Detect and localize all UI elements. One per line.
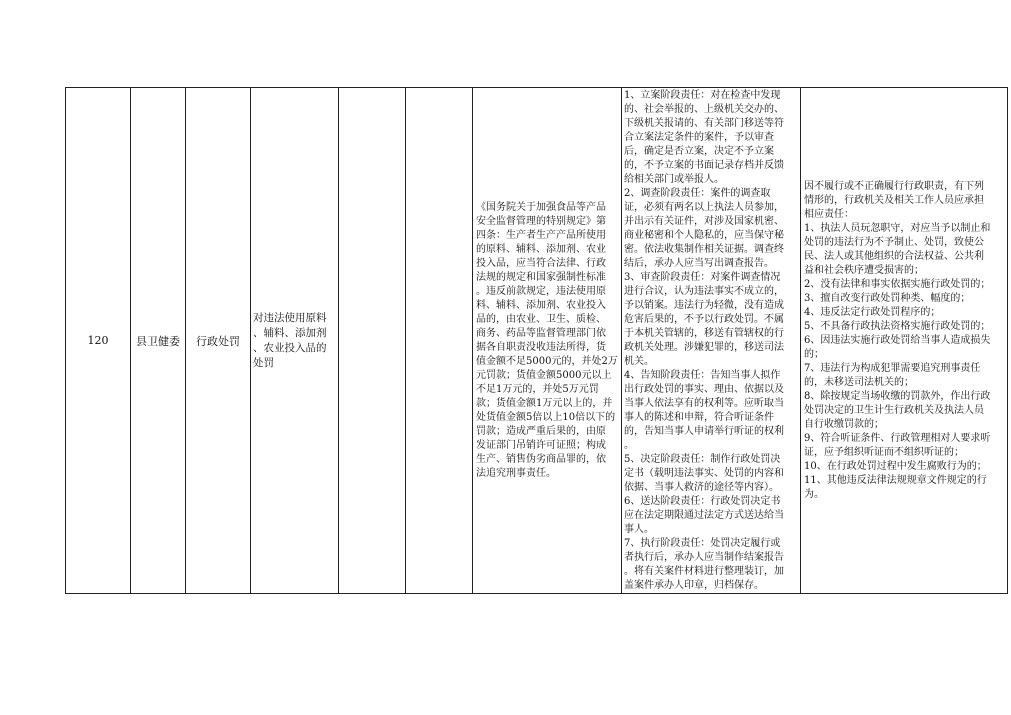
item-name-text: 对违法使用原料 、辅料、添加剂 、农业投入品的 处罚: [253, 311, 327, 369]
table-row: [66, 88, 1008, 594]
liability-item-6: 6、因违法实施行政处罚给当事人造成损失 的；: [804, 334, 991, 360]
liability-item-9: 9、符合听证条件、行政管理相对人要求听 证，应予组织听证而不组织听证的；: [804, 432, 991, 458]
liability-item-10: 10、在行政处罚过程中发生腐败行为的；: [804, 460, 987, 472]
power-type-cell: 行政处罚: [186, 88, 251, 594]
power-list-table: [65, 87, 1008, 594]
liability-item-1: 1、执法人员玩忽职守，对应当予以制止和 处罚的违法行为不予制止、处罚，致使公 民、法人或其他组织的合法权益、公共利 益和社会秩序遭受损害的；: [804, 222, 991, 276]
step-1: 1、立案阶段责任：对在检查中发现 的、社会举报的、上级机关交办的、 下级机关报请的、有关部门移送等符 合立案法定条件的案件，予以审查 后，确定是否立案，决定不予立案 的，不予立案的书面记录存档并反馈 给相关部门或举报人。: [624, 90, 784, 185]
liability-item-7: 7、违法行为构成犯罪需要追究刑事责任 的，未移送司法机关的；: [804, 362, 981, 388]
step-7: 7、执行阶段责任：处罚决定履行或 者执行后，承办人应当制作结案报告 。将有关案件材料进行整理装订，加 盖案件承办人印章，归档保存。: [624, 538, 784, 591]
liability-item-5: 5、不具备行政执法资格实施行政处罚的；: [804, 320, 991, 332]
liability-intro: 因不履行或不正确履行行政职责，有下列 情形的，行政机关及相关工作人员应承担 相应责任：: [804, 180, 984, 220]
responsibility-steps-cell: [622, 88, 801, 594]
step-5: 5、决定阶段责任：制作行政处罚决 定书（载明违法事实、处罚的内容和 依据、当事人救济的途径等内容）。: [624, 454, 784, 493]
legal-basis-cell: [473, 88, 622, 594]
step-6: 6、送达阶段责任：行政处罚决定书 应在法定期限通过法定方式送达给当 事人。: [624, 496, 784, 535]
liability-item-4: 4、违反法定行政处罚程序的；: [804, 306, 941, 318]
liability-item-8: 8、除按规定当场收缴的罚款外，作出行政 处罚决定的卫生计生行政机关及执法人员 自行收缴罚款的；: [804, 390, 991, 430]
department-cell: 县卫健委: [131, 88, 186, 594]
item-name-cell: [251, 88, 339, 594]
row-number: 120: [66, 88, 131, 594]
step-2: 2、调查阶段责任：案件的调查取 证，必须有两名以上执法人员参加， 并出示有关证件，对涉及国家机密、 商业秘密和个人隐私的，应当保守秘 密。依法收集制作相关证据。调查终 结后，承办人应当写出调查报告。: [624, 188, 784, 269]
liability-cell: [801, 88, 1008, 594]
legal-basis-text: 《国务院关于加强食品等产品 安全监督管理的特别规定》第 四条：生产者生产产品所使用 的原料、辅料、添加剂、农业 投入品，应当符合法律、行政 法规的规定和国家强制性标准 。违反前款规定，违法使用原 料、辅料、添加剂、农业投入 品的，由农业、卫生、质检、 商务、药品等监督管理部门依 据各自职责没收违法所得，货 值金额不足5000元的，并处2万 元罚款；货值金额5000元以上 不足1万元的，并处5万元罚 款；货值金额1万元以上的，并 处货值金额5倍以上10倍以下的 罚款；造成严重后果的，由原 发证部门吊销许可证照；构成 生产、销售伪劣商品罪的，依 法追究刑事责任。: [476, 201, 618, 479]
step-3: 3、审查阶段责任：对案件调查情况 进行合议，认为违法事实不成立的， 予以销案。违法行为轻微，没有造成 危害后果的，不予以行政处罚。不属 于本机关管辖的，移送有管辖权的行 政机关处理。涉嫌犯罪的，移送司法 机关。: [624, 272, 784, 367]
sub-item-cell: [339, 88, 406, 594]
document-sheet: [65, 87, 1008, 594]
liability-item-2: 2、没有法律和事实依据实施行政处罚的；: [804, 278, 991, 290]
liability-item-11: 11、其他违反法律法规规章文件规定的行 为。: [804, 474, 987, 500]
liability-item-3: 3、擅自改变行政处罚种类、幅度的；: [804, 292, 971, 304]
step-4: 4、告知阶段责任：告知当事人拟作 出行政处罚的事实、理由、依据以及 当事人依法享有的权利等。应听取当 事人的陈述和申辩，符合听证条件 的，告知当事人申请举行听证的权利 。: [624, 370, 784, 451]
code-cell: [406, 88, 473, 594]
